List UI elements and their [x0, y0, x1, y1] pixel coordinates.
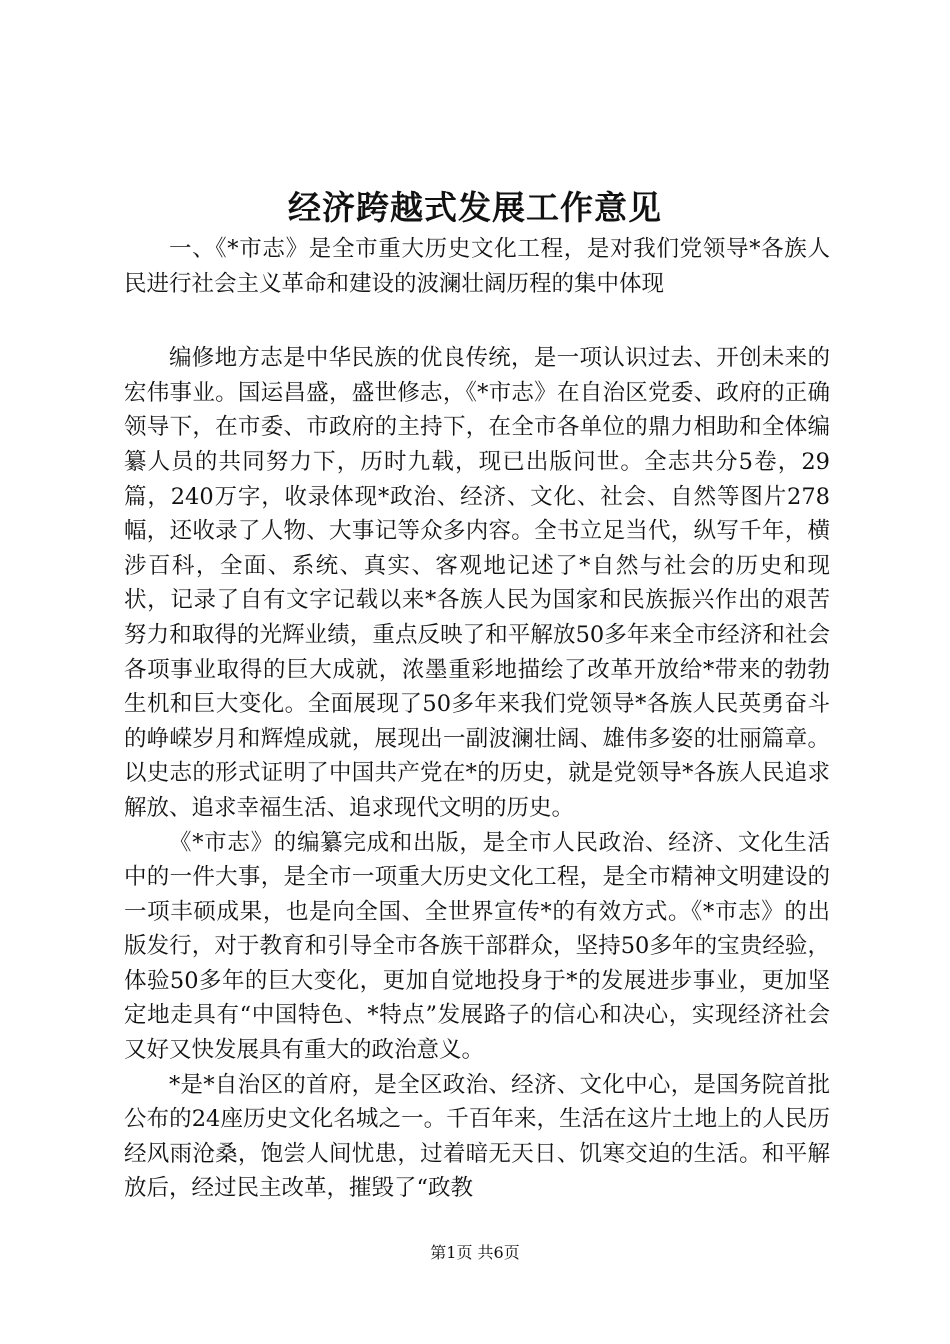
paragraph-significance: 《*市志》的编纂完成和出版，是全市人民政治、经济、文化生活中的一件大事，是全市一项重大历史文化工程，是全市精神文明建设的一项丰硕成果，也是向全国、全世界宣传*的有效方式。《*市志》的出版发行，对于教育和引导全市各族干部群众，坚持50多年的宝贵经验，体验50多年的巨大变化，更加自觉地投身于*的发展进步事业，更加坚定地走具有“中国特色、*特点”发展路子的信心和决心，实现经济社会又好又快发展具有重大的政治意义。: [124, 829, 830, 1064]
paragraph-spacer: [124, 301, 830, 341]
paragraph-compilation: 编修地方志是中华民族的优良传统，是一项认识过去、开创未来的宏伟事业。国运昌盛，盛世修志，《*市志》在自治区党委、政府的正确领导下，在市委、市政府的主持下，在全市各单位的鼎力相助和全体编纂人员的共同努力下，历时九载，现已出版问世。全志共分5卷，29篇，240万字，收录体现*政治、经济、文化、社会、自然等图片278幅，还收录了人物、大事记等众多内容。全书立足当代，纵写千年，横涉百科，全面、系统、真实、客观地记述了*自然与社会的历史和现状，记录了自有文字记载以来*各族人民为国家和民族振兴作出的艰苦努力和取得的光辉业绩，重点反映了和平解放50多年来全市经济和社会各项事业取得的巨大成就，浓墨重彩地描绘了改革开放给*带来的勃勃生机和巨大变化。全面展现了50多年来我们党领导*各族人民英勇奋斗的峥嵘岁月和辉煌成就，展现出一副波澜壮阔、雄伟多姿的壮丽篇章。以史志的形式证明了中国共产党在*的历史，就是党领导*各族人民追求解放、追求幸福生活、追求现代文明的历史。: [124, 345, 830, 821]
page-footer: 第1页 共6页: [430, 1243, 520, 1262]
document-body: [124, 232, 830, 1206]
paragraph-intro: 一、《*市志》是全市重大历史文化工程，是对我们党领导*各族人民进行社会主义革命和建设的波澜壮阔历程的集中体现: [124, 236, 830, 297]
paragraph-capital: *是*自治区的首府，是全区政治、经济、文化中心，是国务院首批公布的24座历史文化名城之一。千百年来，生活在这片土地上的人民历经风雨沧桑，饱尝人间忧患，过着暗无天日、饥寒交迫的生活。和平解放后，经过民主改革，摧毁了“政教: [124, 1071, 830, 1202]
page-title: 经济跨越式发展工作意见: [288, 188, 662, 227]
